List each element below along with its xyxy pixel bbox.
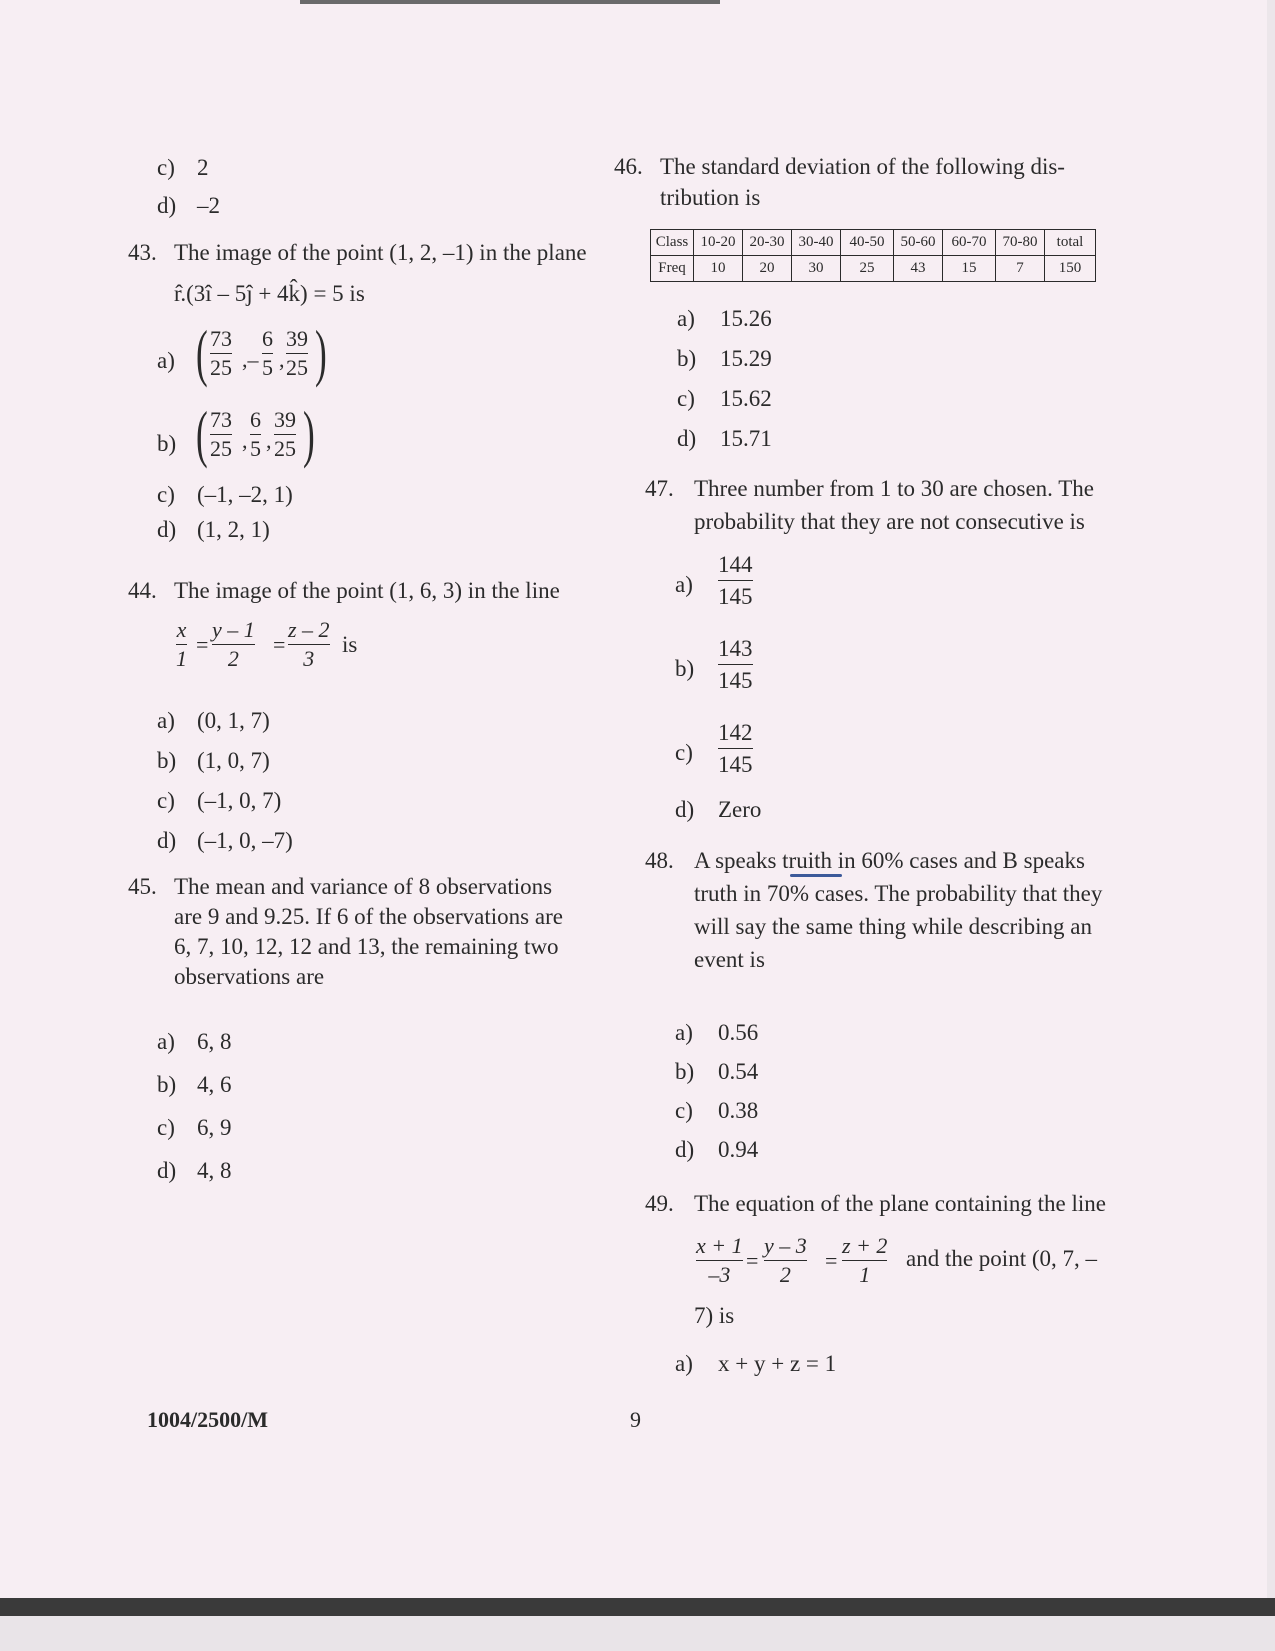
option-value: 0.38 <box>718 1098 759 1123</box>
option-value: Zero <box>718 797 762 822</box>
separator: , <box>279 347 285 372</box>
option-value: (–1, 0, –7) <box>197 828 293 853</box>
option-label: b) <box>675 656 695 681</box>
question-number: 46. <box>614 154 643 179</box>
question-text-line: Three number from 1 to 30 are chosen. The <box>694 476 1095 501</box>
option-value: (–1, 0, 7) <box>197 788 282 813</box>
option-value: 15.26 <box>720 306 772 331</box>
question-text: The equation of the plane containing the line <box>694 1191 1106 1216</box>
table-cell: 150 <box>1045 256 1096 282</box>
table-cell: 15 <box>943 256 996 282</box>
fraction: z + 2 1 <box>842 1233 888 1287</box>
question-text-line: truth in 70% cases. The probability that they <box>694 881 1103 906</box>
table-cell: 30 <box>792 256 841 282</box>
fraction: y – 3 2 <box>764 1233 807 1287</box>
option-label: d) <box>157 1158 177 1183</box>
left-paren: ( <box>196 317 208 388</box>
option-label: a) <box>157 708 175 733</box>
option-label: a) <box>675 572 693 597</box>
fraction: 6 5 <box>250 407 261 461</box>
table-cell: total <box>1045 230 1096 256</box>
line-equation <box>696 1232 1116 1294</box>
fraction: 6 5 <box>262 326 273 380</box>
option-value: 4, 6 <box>197 1072 232 1097</box>
option-label: a) <box>157 348 175 373</box>
option-label: a) <box>157 1029 175 1054</box>
table-cell: 43 <box>894 256 943 282</box>
fraction: 144 145 <box>718 552 753 609</box>
table-cell: 70-80 <box>996 230 1045 256</box>
question-number: 45. <box>128 874 157 899</box>
option-value: (1, 2, 1) <box>197 517 270 542</box>
separator: , <box>266 428 272 453</box>
option-value: 6, 9 <box>197 1115 232 1140</box>
question-text-line: A speaks truith in 60% cases and B speaks <box>694 848 1085 873</box>
question-text-line: The standard deviation of the following dis- <box>660 154 1065 179</box>
table-cell: 25 <box>841 256 894 282</box>
equals-sign: = <box>196 632 209 657</box>
line-equation <box>176 616 376 678</box>
fraction: 142 145 <box>718 720 753 777</box>
distribution-table <box>650 229 1096 282</box>
fraction: x 1 <box>176 617 187 671</box>
question-text: The image of the point (1, 2, –1) in the plane <box>174 240 587 265</box>
separator: , <box>242 428 248 453</box>
question-number: 44. <box>128 578 157 603</box>
table-cell: 7 <box>996 256 1045 282</box>
question-text-line: 6, 7, 10, 12, 12 and 13, the remaining two <box>174 934 559 959</box>
option-label: d) <box>157 517 177 542</box>
option-value: (–1, –2, 1) <box>197 482 293 507</box>
paper-code: 1004/2500/M <box>147 1407 268 1432</box>
option-value: x + y + z = 1 <box>718 1351 837 1376</box>
option-a-vector <box>196 317 341 389</box>
fraction: z – 2 3 <box>288 617 330 671</box>
option-value: 15.29 <box>720 346 772 371</box>
option-value: 0.94 <box>718 1137 759 1162</box>
question-text-line: The mean and variance of 8 observations <box>174 874 553 899</box>
option-label: d) <box>675 797 695 822</box>
table-cell: Freq <box>651 256 694 282</box>
equals-sign: = <box>825 1248 838 1273</box>
table-cell: 50-60 <box>894 230 943 256</box>
fraction: 73 25 <box>210 407 232 461</box>
option-label: d) <box>157 828 177 853</box>
option-value: 0.56 <box>718 1020 759 1045</box>
right-paren: ) <box>315 317 327 388</box>
option-label: b) <box>675 1059 695 1084</box>
option-label: b) <box>677 346 697 371</box>
option-label: c) <box>675 740 693 765</box>
option-b-vector <box>196 398 331 470</box>
option-label: b) <box>157 1072 177 1097</box>
table-cell: 40-50 <box>841 230 894 256</box>
question-text-line: tribution is <box>660 185 761 210</box>
option-label: a) <box>675 1020 693 1045</box>
option-label: c) <box>157 482 175 507</box>
question-number: 48. <box>645 848 674 873</box>
option-value: 4, 8 <box>197 1158 232 1183</box>
option-label: c) <box>677 386 695 411</box>
option-label: b) <box>157 431 177 456</box>
fraction: x + 1 –3 <box>696 1233 743 1287</box>
table-row <box>651 256 1096 282</box>
question-text-line: event is <box>694 947 765 972</box>
table-row <box>651 230 1096 256</box>
page-number: 9 <box>630 1407 641 1432</box>
option-label: b) <box>157 748 177 773</box>
equals-sign: = <box>273 632 286 657</box>
question-text-line: 7) is <box>694 1303 735 1328</box>
option-value: (1, 0, 7) <box>197 748 270 773</box>
fraction: y – 1 2 <box>212 617 255 671</box>
question-text-line: are 9 and 9.25. If 6 of the observations are <box>174 904 563 929</box>
option-label: a) <box>675 1351 693 1376</box>
fraction: 143 145 <box>718 636 753 693</box>
table-cell: 30-40 <box>792 230 841 256</box>
equals-sign: = <box>746 1248 759 1273</box>
question-number: 43. <box>128 240 157 265</box>
pen-underline <box>790 874 842 877</box>
option-value: 0.54 <box>718 1059 759 1084</box>
page-edge <box>1267 0 1275 1651</box>
option-label: d) <box>157 193 177 218</box>
table-cell: Class <box>651 230 694 256</box>
table-cell: 60-70 <box>943 230 996 256</box>
option-label: c) <box>157 1115 175 1140</box>
option-value: 6, 8 <box>197 1029 232 1054</box>
option-label: a) <box>677 306 695 331</box>
table-cell: 20-30 <box>743 230 792 256</box>
option-label: c) <box>675 1098 693 1123</box>
fraction: 39 25 <box>274 407 296 461</box>
equation-tail: and the point (0, 7, – <box>906 1246 1097 1271</box>
plane-equation: r̂.(3î – 5ĵ + 4k̂) = 5 is <box>174 281 365 306</box>
scan-artifact-bottom <box>0 1598 1275 1651</box>
question-text-line: will say the same thing while describing an <box>694 914 1092 939</box>
question-text-line: observations are <box>174 964 325 989</box>
is-text: is <box>342 632 358 657</box>
option-label: d) <box>675 1137 695 1162</box>
option-value: –2 <box>197 193 220 218</box>
right-paren: ) <box>303 398 315 469</box>
option-value: 15.71 <box>720 426 772 451</box>
question-text-line: probability that they are not consecutive is <box>694 509 1085 534</box>
fraction: 73 25 <box>210 326 232 380</box>
separator: ,– <box>242 347 259 372</box>
table-cell: 10-20 <box>694 230 743 256</box>
table-cell: 10 <box>694 256 743 282</box>
question-number: 49. <box>645 1191 674 1216</box>
option-label: c) <box>157 788 175 813</box>
question-number: 47. <box>645 476 674 501</box>
option-label: d) <box>677 426 697 451</box>
option-value: (0, 1, 7) <box>197 708 270 733</box>
scan-artifact-top <box>300 0 720 4</box>
option-value: 2 <box>197 155 209 180</box>
table-cell: 20 <box>743 256 792 282</box>
question-text: The image of the point (1, 6, 3) in the line <box>174 578 560 603</box>
option-value: 15.62 <box>720 386 772 411</box>
left-paren: ( <box>196 398 208 469</box>
option-label: c) <box>157 155 175 180</box>
fraction: 39 25 <box>286 326 308 380</box>
